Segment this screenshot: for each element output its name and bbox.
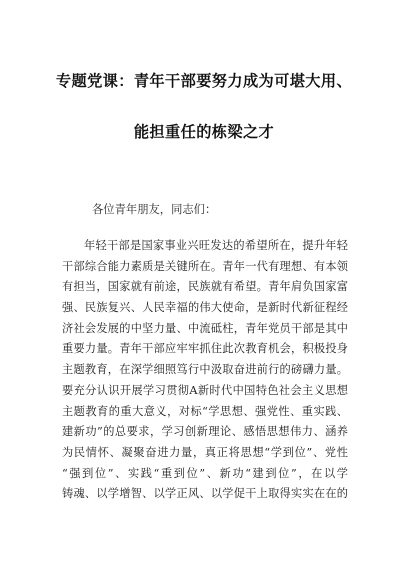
salutation: 各位青年朋友，同志们： (92, 203, 217, 216)
body-line: 要充分认识开展学习贯彻A新时代中国特色社会主义思想 (62, 383, 348, 397)
body-line: “强到位”、实践“重到位”、新功“建到位”，在以学 (62, 466, 348, 480)
body-line: 建新功”的总要求，学习创新理论、感悟思想伟力、涵养 (62, 425, 348, 439)
body-line: 济社会发展的中坚力量、中流砥柱，青年党员干部是其中 (62, 321, 348, 335)
body-line: 主题教育，在深学细照笃行中汲取奋进前行的磅礴力量。 (62, 363, 348, 377)
body-line: 有担当，国家就有前途，民族就有希望。青年肩负国家富 (62, 280, 348, 294)
body-paragraph (62, 236, 348, 505)
body-line: 年轻干部是国家事业兴旺发达的希望所在，提升年轻 (84, 239, 348, 252)
body-line: 干部综合能力素质是关键所在。青年一代有理想、有本领 (62, 259, 348, 273)
document-title-line-1: 专题党课：青年干部要努力成为可堪大用、 (55, 72, 353, 90)
body-line: 为民情怀、凝聚奋进力量，真正将思想“学到位”、党性 (62, 445, 348, 459)
body-line: 重要力量。青年干部应牢牢抓住此次教育机会，积极投身 (62, 342, 348, 356)
document-title-line-2: 能担重任的栋梁之才 (133, 123, 275, 141)
body-line: 强、民族复兴、人民幸福的伟大使命，是新时代新征程经 (62, 301, 348, 315)
body-line: 主题教育的重大意义，对标“学思想、强党性、重实践、 (62, 404, 348, 418)
body-line: 铸魂、以学增智、以学正风、以学促干上取得实实在在的 (62, 487, 348, 501)
